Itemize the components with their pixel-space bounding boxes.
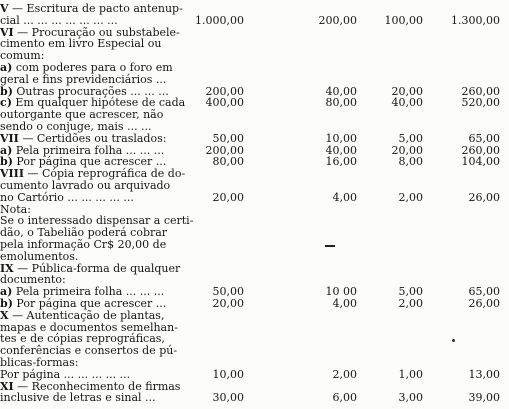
amount-col-2: 16,00 [325, 155, 357, 169]
line-description: Nota: [0, 202, 31, 216]
amount-col-3: 2,00 [398, 190, 423, 204]
amount-total: 26,00 [468, 190, 500, 204]
line-description: sendo o conjuge, mais ... ... [0, 120, 152, 133]
amount-col-1: 400,00 [205, 96, 244, 110]
line-description: blicas-formas: [0, 356, 79, 369]
amount-col-3: 100,00 [384, 13, 423, 27]
amount-col-2: 4,00 [332, 190, 357, 204]
amount-col-1: 1.000,00 [195, 13, 244, 27]
amount-total: 1.300,00 [451, 13, 500, 27]
line-description: VI — Procuração ou substabele- [0, 25, 180, 39]
line-description: pela informação Cr$ 20,00 de [0, 238, 167, 251]
amount-col-2: 80,00 [325, 96, 357, 110]
amount-col-3: 5,00 [398, 285, 423, 299]
line-description: X — Autenticação de plantas, [0, 308, 165, 322]
line-description: b) Outras procurações ... ... ... [0, 84, 169, 98]
line-description: b) Por página que acrescer ... [0, 297, 167, 310]
line-description: geral e fins previdenciários ... [0, 72, 167, 86]
amount-col-1: 20,00 [212, 297, 244, 310]
line-description: tes e de cópias reprográficas, [0, 332, 165, 346]
line-description: a) Pela primeira folha ... ... ... [0, 143, 165, 157]
line-description: no Cartório ... ... ... ... ... [0, 190, 134, 204]
amount-col-3: 2,00 [398, 297, 423, 310]
amount-col-2: 4,00 [332, 297, 357, 310]
amount-col-2: 2,00 [332, 367, 357, 381]
amount-col-1: 200,00 [205, 84, 244, 98]
amount-col-2: 200,00 [318, 13, 357, 27]
schedule-line [0, 391, 509, 404]
line-description: IX — Pública-forma de qualquer [0, 261, 181, 275]
amount-col-1: 200,00 [205, 143, 244, 157]
line-description: Se o interessado dispensar a certi- [0, 214, 194, 228]
amount-col-3: 3,00 [398, 391, 423, 405]
line-description: emolumentos. [0, 249, 79, 263]
amount-col-1: 30,00 [212, 391, 244, 405]
line-description: VII — Certidões ou traslados: [0, 131, 167, 145]
amount-col-2: 10,00 [325, 131, 357, 145]
line-description: XI — Reconhecimento de firmas [0, 379, 181, 393]
line-description: b) Por página que acrescer ... [0, 155, 167, 169]
amount-col-1: 50,00 [212, 131, 244, 145]
line-description: dão, o Tabelião poderá cobrar [0, 226, 168, 240]
amount-total: 260,00 [461, 84, 500, 98]
line-description: conferências e consertos de pú- [0, 344, 178, 358]
amount-total: 13,00 [468, 367, 500, 381]
line-description: outorgante que acrescer, não [0, 108, 164, 122]
print-speck [452, 339, 455, 342]
amount-col-2: 40,00 [325, 84, 357, 98]
amount-col-3: 5,00 [398, 131, 423, 145]
line-description: VIII — Cópia reprográfica de do- [0, 167, 186, 181]
line-description: mapas e documentos semelhan- [0, 320, 178, 334]
stray-dash-mark [325, 245, 335, 247]
amount-total: 65,00 [468, 285, 500, 299]
amount-col-2: 40,00 [325, 143, 357, 157]
amount-col-3: 40,00 [391, 96, 423, 110]
line-description: inclusive de letras e sinal ... [0, 391, 156, 405]
amount-col-3: 1,00 [398, 367, 423, 381]
line-description: a) com poderes para o foro em [0, 61, 173, 74]
amount-col-1: 50,00 [212, 285, 244, 299]
amount-col-1: 20,00 [212, 190, 244, 204]
line-description: V — Escritura de pacto antenup- [0, 2, 183, 15]
amount-total: 65,00 [468, 131, 500, 145]
line-description: Por página ... ... ... ... ... [0, 367, 131, 381]
amount-col-1: 10,00 [212, 367, 244, 381]
line-description: comum: [0, 49, 45, 63]
amount-total: 104,00 [461, 155, 500, 169]
line-description: c) Em qualquer hipótese de cada [0, 96, 186, 110]
line-description: documento: [0, 273, 66, 287]
amount-total: 39,00 [468, 391, 500, 405]
amount-total: 260,00 [461, 143, 500, 157]
amount-total: 26,00 [468, 297, 500, 310]
amount-col-1: 80,00 [212, 155, 244, 169]
amount-total: 520,00 [461, 96, 500, 110]
line-description: cial ... ... ... ... ... ... ... [0, 13, 118, 27]
amount-col-3: 8,00 [398, 155, 423, 169]
line-description: cimento em livro Especial ou [0, 37, 162, 51]
amount-col-3: 20,00 [391, 84, 423, 98]
amount-col-3: 20,00 [391, 143, 423, 157]
amount-col-2: 6,00 [332, 391, 357, 405]
line-description: a) Pela primeira folha ... ... ... [0, 285, 165, 299]
line-description: cumento lavrado ou arquivado [0, 179, 171, 192]
amount-col-2: 10 00 [325, 285, 357, 299]
